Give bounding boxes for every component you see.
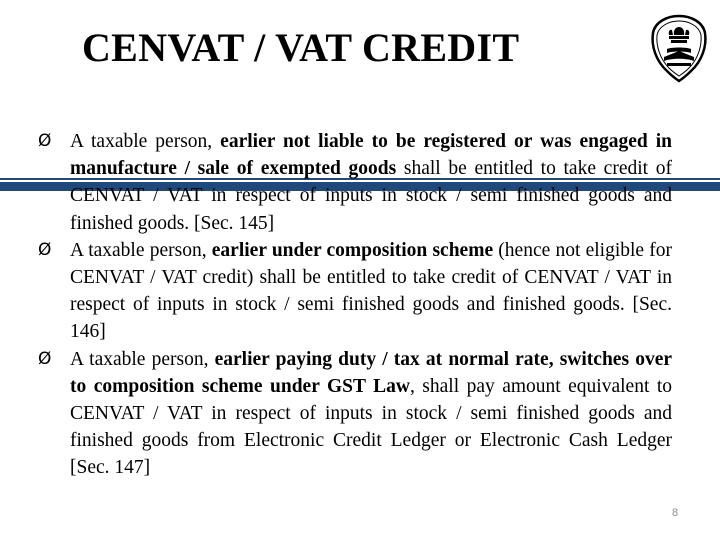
bullet-text: A taxable person, bbox=[70, 348, 215, 370]
arrow-bullet-icon: Ø bbox=[38, 348, 52, 369]
bullet-item bbox=[38, 346, 672, 482]
arrow-bullet-icon: Ø bbox=[38, 131, 52, 151]
slide-title: CENVAT / VAT CREDIT bbox=[82, 25, 520, 70]
bullet-bold-text: earlier under composition scheme bbox=[211, 239, 494, 261]
page-number: 8 bbox=[671, 507, 679, 519]
bullet-text: shall be entitled to take credit of CENVAT / VAT in respect of inputs in stock / semi finished goods and finished goods. [Sec. 145] bbox=[70, 158, 672, 234]
bullet-text: , shall pay amount equivalent to CENVAT / VAT in respect of inputs in stock / semi finished goods and finished goods from Electronic Credit Ledger or Electronic Cash Ledger [Sec. 147] bbox=[70, 375, 672, 479]
title-divider bbox=[0, 88, 720, 103]
bullet-text: (hence not eligible for CENVAT / VAT credit) shall be entitled to take credit of CENVAT / VAT in respect of inputs in stock / semi finished goods and finished goods. [Sec. 146] bbox=[70, 239, 672, 343]
bullet-item bbox=[38, 237, 672, 346]
bullet-bold-text: earlier paying duty / tax at normal rate, switches over to composition scheme under GST Law bbox=[70, 348, 672, 397]
bullet-text: A taxable person, bbox=[70, 131, 221, 152]
bullet-list bbox=[38, 128, 672, 482]
government-emblem-icon bbox=[647, 13, 711, 85]
bullet-text: A taxable person, bbox=[70, 239, 212, 261]
arrow-bullet-icon: Ø bbox=[38, 239, 52, 260]
bullet-bold-text: earlier not liable to be registered or was engaged in manufacture / sale of exempted goods bbox=[70, 131, 673, 180]
bullet-item bbox=[38, 128, 672, 237]
